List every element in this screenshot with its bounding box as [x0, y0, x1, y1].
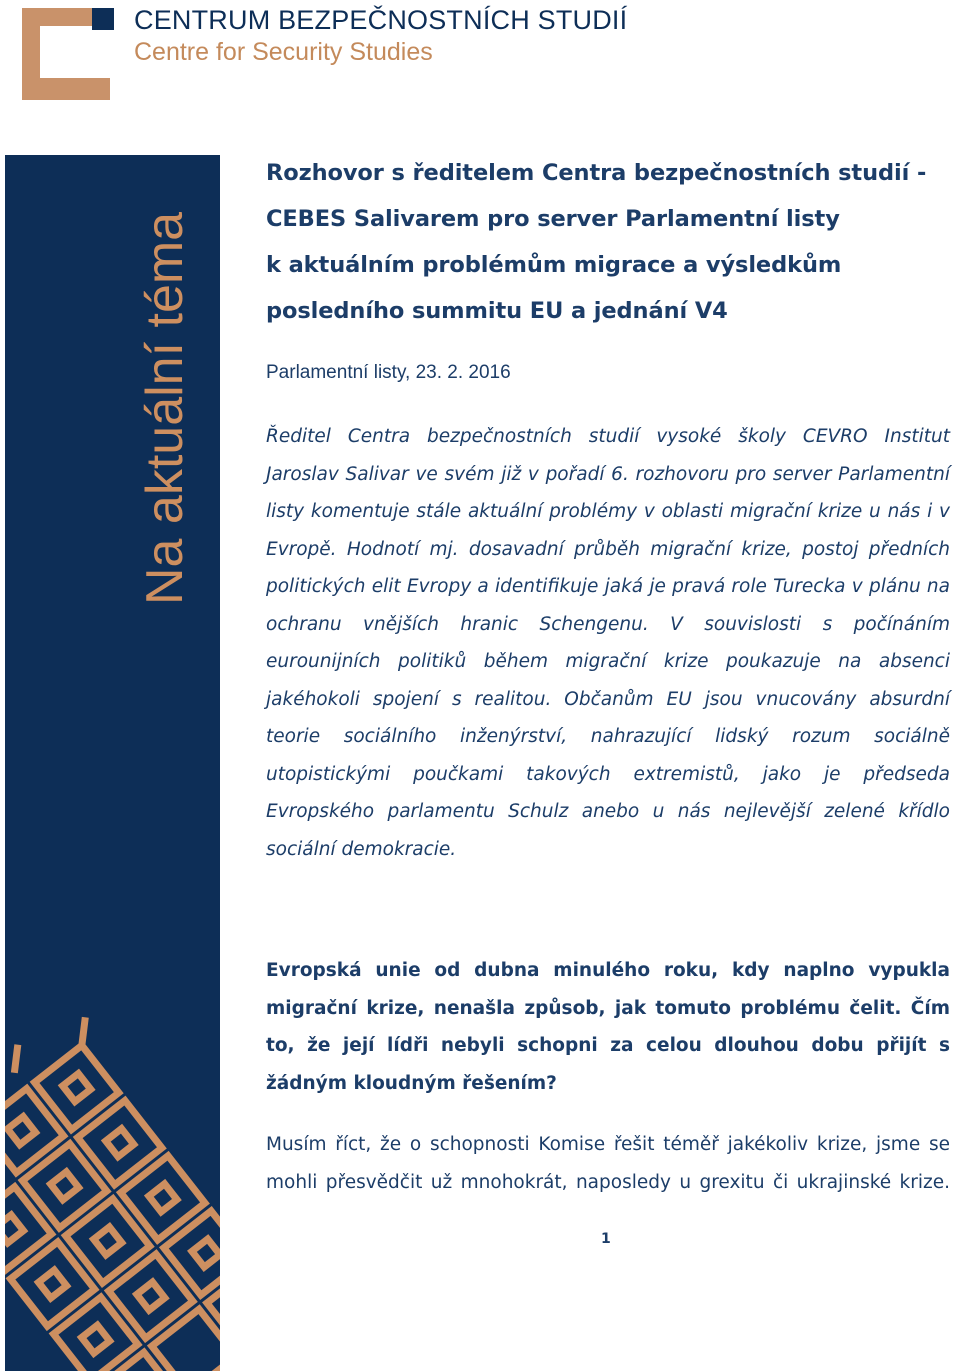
sidebar-section-label: Na aktuální téma: [136, 211, 194, 605]
centre-logo-icon: [22, 8, 114, 100]
organization-name: [134, 4, 627, 68]
article-title-line: CEBES Salivarem pro server Parlamentní listy: [266, 206, 840, 232]
decorative-pattern-icon: [5, 985, 220, 1371]
interview-answer: Musím říct, že o schopnosti Komise řešit téměř jakékoliv krize, jsme se mohli přesvědčit už mnohokrát, naposledy u grexitu či ukrajinské krize.: [266, 1134, 950, 1193]
article-title-line: posledního summitu EU a jednání V4: [266, 298, 728, 324]
sidebar: [5, 155, 220, 1371]
interview-question: Evropská unie od dubna minulého roku, kdy naplno vypukla migrační krize, nenašla způsob, jak tomuto problému čelit. Čím to, že její lídři nebyli schopni za celou dlouhou dobu přijít s žádným kloudným řešením?: [266, 960, 950, 1094]
article-title: [266, 150, 950, 334]
article-title-line: Rozhovor s ředitelem Centra bezpečnostních studií -: [266, 160, 927, 186]
article-source-date: Parlamentní listy, 23. 2. 2016: [266, 362, 511, 383]
page-number: 1: [601, 1231, 611, 1247]
organization-name-cz: CENTRUM BEZPEČNOSTNÍCH STUDIÍ: [134, 5, 628, 35]
article-title-line: k aktuálním problémům migrace a výsledkům: [266, 252, 842, 278]
organization-name-en: Centre for Security Studies: [134, 38, 433, 66]
article-lead-paragraph: Ředitel Centra bezpečnostních studií vysoké školy CEVRO Institut Jaroslav Salivar ve svém již v pořadí 6. rozhovoru pro server Parlamentní listy komentuje stále aktuální problémy v oblasti migrační krize u nás i v Evropě. Hodnotí mj. dosavadní průběh migrační krize, postoj předních politických elit Evropy a identifikuje jaká je pravá role Turecka v plánu na ochranu vnějších hranic Schengenu. V souvislosti s počínáním eurounijních politiků během migrační krize poukazuje na absenci jakéhokoli spojení s realitou. Občanům EU jsou vnucovány absurdní teorie sociálního inženýrství, nahrazující lidský rozum sociálně utopistickými poučkami takových extremistů, jako je předseda Evropského parlamentu Schulz anebo u nás nejlevější zelené křídlo sociální demokracie.: [266, 426, 950, 860]
article: [266, 150, 950, 1193]
